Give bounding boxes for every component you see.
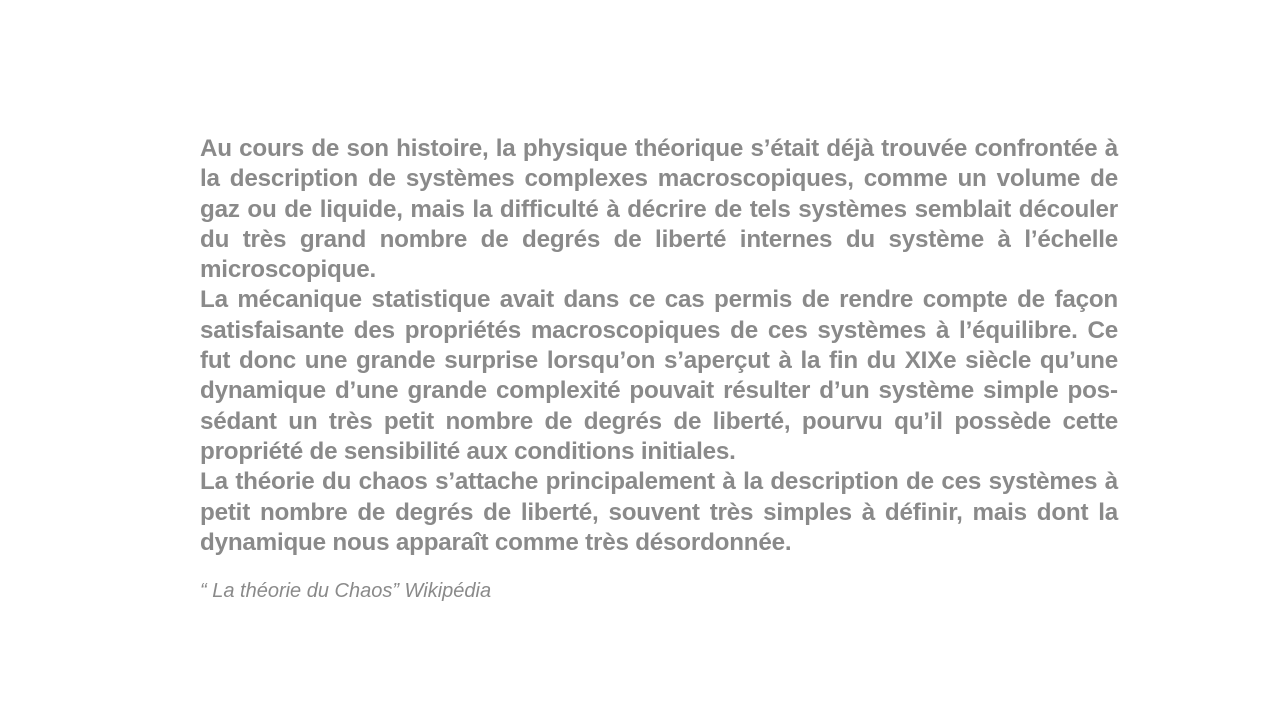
quote-paragraph-3: La théorie du chaos s’attache principalement à la description de ces systèmes à petit nombre de degrés de liberté, souvent très simples à définir, mais dont la dynamique nous apparaît comme très désordonnée. (200, 468, 1118, 556)
quote-paragraph-2: La mécanique statistique avait dans ce cas permis de rendre compte de façon satisfaisante des propriétés macroscopiques de ces systèmes à l’équilibre. Ce fut donc une grande surprise lorsqu’on s’aperçut à la fin du XIXe siècle qu’une dynamique d’une grande complexité pouvait résulter d’un système simple possédant un très petit nombre de degrés de liberté, pourvu qu’il possède cette propriété de sensibilité aux conditions initiales. (200, 286, 1118, 465)
quote-paragraph-1: Au cours de son histoire, la physique théorique s’était déjà trouvée confrontée à la description de systèmes complexes macroscopiques, comme un volume de gaz ou de liquide, mais la difficulté à décrire de tels systèmes semblait découler du très grand nombre de degrés de liberté internes du système à l’échelle microscopique. (200, 135, 1118, 284)
quote-block (200, 134, 1118, 604)
quote-source: “ La théorie du Chaos” Wikipédia (200, 580, 492, 603)
